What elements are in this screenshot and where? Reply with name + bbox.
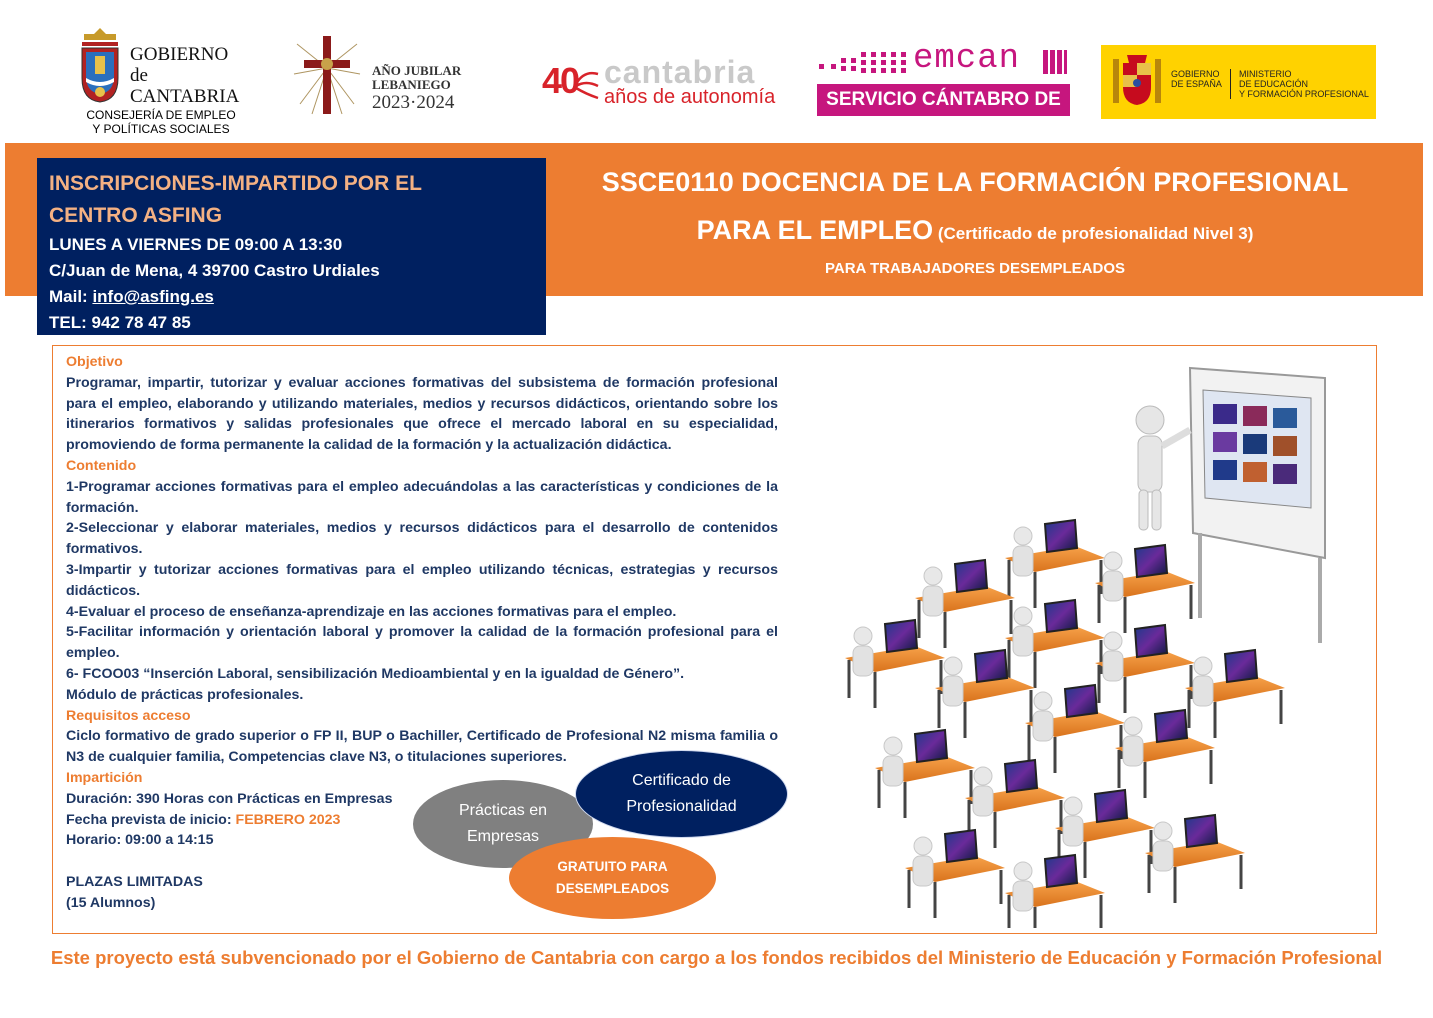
contenido-heading: Contenido (66, 457, 137, 474)
logo-gobierno-espana (1101, 45, 1376, 119)
objetivo-heading: Objetivo (66, 354, 123, 370)
badge-gratuito-label: GRATUITO PARA DESEMPLEADOS (555, 859, 670, 896)
fecha-label: Fecha prevista de inicio: (66, 811, 236, 828)
badge-practicas-label: Prácticas en Empresas (458, 802, 548, 845)
gobierno-espana-line2: DE ESPAÑA (1171, 79, 1222, 89)
jubilar-line2: LEBANIEGO (372, 77, 451, 92)
desk-icon (1185, 650, 1285, 738)
desk-icon (1145, 815, 1245, 903)
desk-icon (1005, 600, 1105, 688)
emcan-square-icon (1043, 50, 1067, 74)
desk-icon (905, 830, 1005, 918)
emcan-label: SERVICIO CÁNTABRO DE EMPLEO (817, 84, 1070, 116)
registration-heading-line1: INSCRIPCIONES-IMPARTIDO POR EL (49, 172, 422, 195)
logo-ano-jubilar (292, 34, 482, 120)
cantabria-shield-icon (78, 26, 122, 104)
jubilar-line3: 2023·2024 (372, 92, 455, 113)
registration-heading-line2: CENTRO ASFING (49, 204, 223, 227)
registration-tel: TEL: 942 78 47 85 (49, 313, 191, 332)
ministerio-line1: MINISTERIO (1239, 69, 1292, 79)
desk-icon (935, 650, 1035, 738)
objetivo-text: Programar, impartir, tutorizar y evaluar acciones formativas del subsistema de formación profesional para el empleo, elaborando y utilizando materiales, medios y recursos didácticos, orientando sobre los itinerarios formativos y salidas profesionales que ofrece el mercado laboral en su especialidad, promoviendo de forma permanente la calidad de la formación y la actualización didáctica. (66, 374, 778, 454)
course-subtitle: PARA TRABAJADORES DESEMPLEADOS (824, 260, 1126, 277)
desk-icon (875, 730, 975, 818)
contenido-item: 2-Seleccionar y elaborar materiales, medios y recursos didácticos para el desarrollo de contenidos formativos. (66, 520, 778, 558)
consejeria-line2: Y POLÍTICAS SOCIALES (92, 122, 230, 136)
gobierno-line1: GOBIERNO (130, 44, 229, 65)
duracion-text: Duración: 390 Horas con Prácticas en Empresas (66, 790, 393, 807)
forty-swirl-icon (572, 66, 602, 102)
classroom-illustration (805, 358, 1365, 928)
ministerio-line2: DE EDUCACIÓN (1239, 79, 1309, 89)
course-level-note: (Certificado de profesionalidad Nivel 3) (933, 224, 1254, 243)
alumnos-text: (15 Alumnos) (66, 894, 156, 911)
registration-mail (49, 284, 534, 310)
desk-icon (845, 620, 945, 708)
gobierno-espana-line1: GOBIERNO (1171, 69, 1220, 79)
jubilar-cross-icon (292, 34, 362, 116)
mail-link[interactable]: info@asfing.es (92, 287, 214, 306)
registration-schedule: LUNES A VIERNES DE 09:00 A 13:30 (49, 235, 343, 254)
funding-footer: Este proyecto está subvencionado por el Gobierno de Cantabria con cargo a los fondos recibidos del Ministerio de Educación y Formación Profesional (50, 947, 1383, 968)
mail-label: Mail: (49, 287, 93, 306)
registration-address: C/Juan de Mena, 4 39700 Castro Urdiales (49, 261, 380, 280)
plazas-text: PLAZAS LIMITADAS (66, 873, 203, 890)
logo-cantabria-40 (542, 54, 782, 114)
horario-text: Horario: 09:00 a 14:15 (66, 832, 214, 849)
contenido-item: 5-Facilitar información y orientación laboral y promover la calidad de la formación profesional para el empleo. (66, 624, 778, 662)
student-desks (845, 520, 1285, 928)
desk-icon (1025, 685, 1125, 773)
autonomia-text: años de autonomía (604, 86, 776, 108)
desk-icon (1095, 625, 1195, 713)
emcan-wordmark: emcan (913, 40, 1021, 78)
badge-gratuito (509, 837, 716, 919)
requisitos-text: Ciclo formativo de grado superior o FP II, BUP o Bachiller, Certificado de Profesional N2 misma familia o N3 de cualquier familia, Competencias clave N3, o titulaciones superiores. (66, 728, 778, 766)
consejeria-line1: CONSEJERÍA DE EMPLEO (86, 108, 236, 122)
emcan-dots-icon (817, 50, 912, 78)
desk-icon (1005, 520, 1105, 608)
contenido-item: 3-Impartir y tutorizar acciones formativas para el empleo utilizando técnicas, estrategias y recursos didácticos. (66, 561, 778, 599)
contenido-item: 4-Evaluar el proceso de enseñanza-aprendizaje en las acciones formativas para el empleo. (66, 603, 677, 620)
desk-icon (1005, 855, 1105, 928)
course-title-main: PARA EL EMPLEO (696, 215, 934, 245)
desk-icon (1095, 545, 1195, 633)
gobierno-line3: CANTABRIA (130, 86, 240, 107)
contenido-item: 1-Programar acciones formativas para el empleo adecuándolas a las características y condiciones de la formación. (66, 478, 778, 516)
badge-certificado (575, 750, 788, 838)
imparticion-heading: Impartición (66, 769, 143, 786)
teacher-figure-icon (1136, 406, 1190, 530)
desk-icon (915, 560, 1015, 648)
contenido-item: Módulo de prácticas profesionales. (66, 686, 304, 703)
cantabria-word: cantabria (604, 54, 756, 90)
desk-icon (1115, 710, 1215, 798)
fecha-value: FEBRERO 2023 (235, 811, 341, 828)
course-title-line1: SSCE0110 DOCENCIA DE LA FORMACIÓN PROFESIONAL (601, 167, 1349, 197)
gobierno-line2: de (130, 65, 148, 86)
requisitos-heading: Requisitos acceso (66, 707, 191, 724)
course-title-line2 (560, 212, 1390, 252)
logo-gobierno-cantabria (78, 26, 268, 138)
whiteboard-icon (1190, 368, 1325, 643)
badge-certificado-label: Certificado de Profesionalidad (626, 772, 737, 815)
logo-emcan (817, 40, 1072, 142)
registration-info-box (37, 158, 546, 335)
desk-icon (965, 760, 1065, 848)
forty-number: 40 (542, 60, 579, 101)
contenido-item: 6- FCOO03 “Inserción Laboral, sensibilización Medioambiental y en la igualdad de Género”. (66, 665, 685, 682)
spain-coat-of-arms-icon (1109, 53, 1165, 111)
jubilar-line1: AÑO JUBILAR (372, 63, 462, 78)
ministerio-line3: Y FORMACIÓN PROFESIONAL (1239, 89, 1369, 99)
